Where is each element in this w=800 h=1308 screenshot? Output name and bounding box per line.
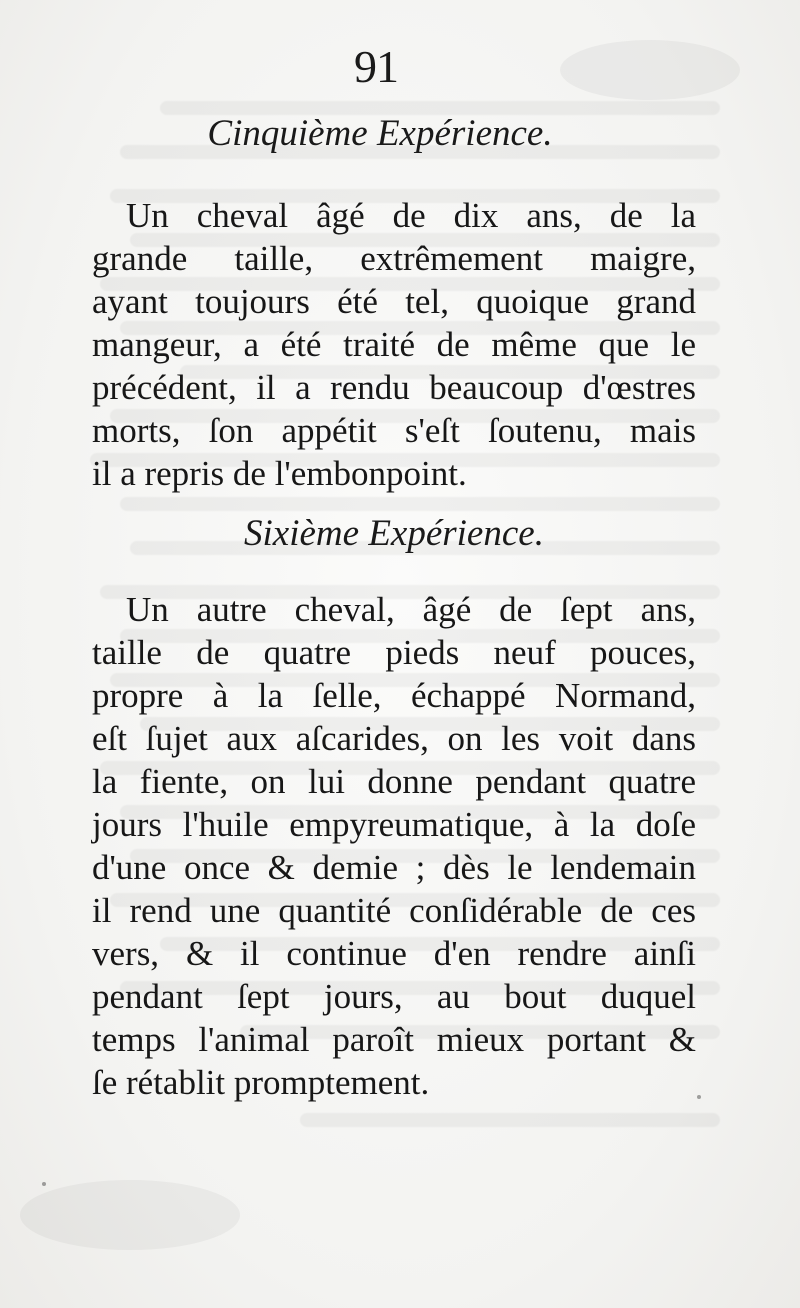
text-line: jours l'huile empyreumatique, à la doſe — [92, 805, 696, 844]
paper-stain — [560, 40, 740, 100]
text-line: ſe rétablit promptement. — [92, 1063, 430, 1102]
ink-speck — [42, 1182, 46, 1186]
page-number: 91 — [354, 41, 398, 92]
text-line: précédent, il a rendu beaucoup d'œstres — [92, 368, 696, 407]
ink-speck — [697, 1095, 701, 1099]
text-line: vers, & il continue d'en rendre ainſi — [92, 934, 696, 973]
paragraph-cinquieme — [92, 194, 696, 495]
text-line: temps l'animal paroît mieux portant & — [92, 1020, 696, 1059]
text-line: Un autre cheval, âgé de ſept ans, — [126, 590, 696, 629]
paper-stain — [20, 1180, 240, 1250]
text-line: propre à la ſelle, échappé Normand, — [92, 676, 696, 715]
text-line: d'une once & demie ; dès le lendemain — [92, 848, 696, 887]
text-line: la fiente, on lui donne pendant quatre — [92, 762, 696, 801]
text-line: taille de quatre pieds neuf pouces, — [92, 633, 696, 672]
text-line: il a repris de l'embonpoint. — [92, 454, 467, 493]
text-line: morts, ſon appétit s'eſt ſoutenu, mais — [92, 411, 696, 450]
text-line: Un cheval âgé de dix ans, de la — [126, 196, 696, 235]
text-line: mangeur, a été traité de même que le — [92, 325, 696, 364]
section-heading-cinquieme: Cinquième Expérience. — [207, 113, 553, 154]
text-line: ayant toujours été tel, quoique grand — [92, 282, 696, 321]
paragraph-sixieme — [92, 588, 696, 1104]
text-line: eſt ſujet aux aſcarides, on les voit dans — [92, 719, 696, 758]
section-heading-sixieme: Sixième Expérience. — [244, 513, 544, 554]
text-line: il rend une quantité conſidérable de ces — [92, 891, 696, 930]
text-line: grande taille, extrêmement maigre, — [92, 239, 696, 278]
text-line: pendant ſept jours, au bout duquel — [92, 977, 696, 1016]
